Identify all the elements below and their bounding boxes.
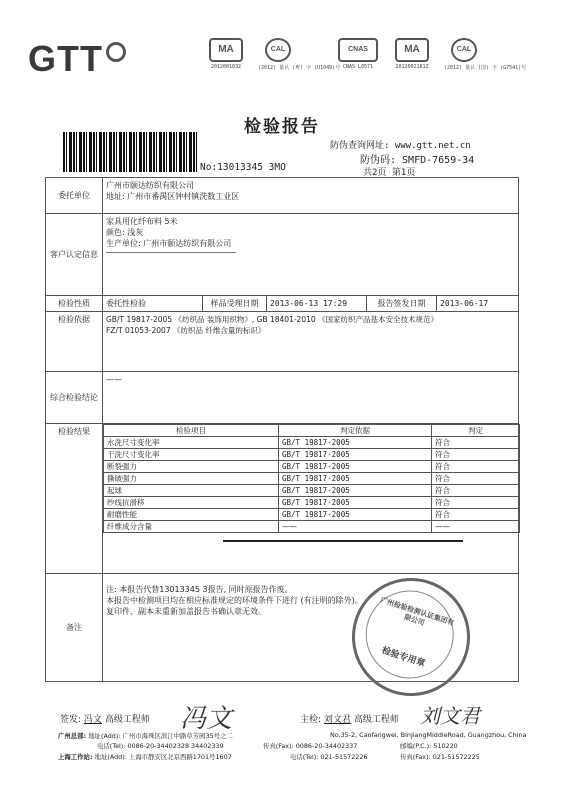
results-table bbox=[103, 424, 520, 533]
client-label: 委托单位 bbox=[46, 178, 103, 214]
checker: 主检: 刘文君 高级工程师 bbox=[300, 715, 399, 725]
conclusion-value: —— bbox=[103, 372, 519, 424]
gtt-logo: GTT bbox=[28, 38, 126, 80]
query-site: 防伪查询网址: www.gtt.net.cn bbox=[330, 141, 471, 151]
basis-label: 检验依据 bbox=[46, 312, 103, 372]
footer-sh-fax: 传真(Fax): 021-51572225 bbox=[400, 753, 480, 761]
results-header-item: 检验项目 bbox=[104, 425, 279, 437]
sample-line: 颜色: 浅灰 bbox=[106, 228, 144, 237]
footer-gz-post: 邮编(P.C.): 510220 bbox=[400, 742, 458, 750]
report-number: No:13013345 3MO bbox=[200, 162, 286, 173]
report-title: 检验报告 bbox=[244, 117, 320, 137]
inspection-seal: 广州检验检测认证集团有限公司 检验专用章 bbox=[337, 563, 486, 712]
signer: 签发: 冯文 高级工程师 bbox=[60, 715, 150, 725]
table-row: 撕破强力 GB/T 19817-2005 符合 bbox=[104, 473, 520, 485]
cma-cert-2: MA 2012002181Z bbox=[392, 38, 432, 74]
table-row: 纱线抗滑移 GB/T 19817-2005 符合 bbox=[104, 497, 520, 509]
received-date-label: 样品受理日期 bbox=[203, 296, 267, 312]
page-count: 共2页 第1页 bbox=[363, 168, 416, 178]
results-header-verdict: 判定 bbox=[432, 425, 520, 437]
inspection-type-label: 检验性质 bbox=[46, 296, 103, 312]
cnas-cert: CNAS CNAS L0571 bbox=[338, 38, 378, 74]
barcode bbox=[63, 132, 198, 172]
footer-gz-tel: 电话(Tel): 0086-20-34402328 34402339 bbox=[97, 742, 224, 750]
cal-cert-2: CAL (2012) 量认 (国) 字 (G7541)号 bbox=[444, 38, 484, 74]
basis-line: GB/T 19817-2005 《纺织品 装饰用织物》, GB 18401-2010 《国家纺织产品基本安全技术规范》 bbox=[106, 315, 439, 324]
signer-handwriting: 冯文 bbox=[180, 704, 233, 734]
client-address: 地址: 广州市番禺区钟村镇洗数工业区 bbox=[106, 192, 240, 201]
footer-gz-en: No.35-2, Caofangwei, BinjiangMiddleRoad, Guangzhou, China bbox=[330, 731, 527, 739]
client-info bbox=[103, 178, 519, 214]
conclusion-label: 综合检验结论 bbox=[46, 372, 103, 424]
footer-sh-tel: 电话(Tel): 021-51572226 bbox=[290, 753, 368, 761]
remark-line: 复印件、副本未重新加盖报告书确认章无效。 bbox=[106, 607, 266, 616]
basis-line: FZ/T 01053-2007 《纺织品 纤维含量的标识》 bbox=[106, 326, 266, 335]
results-label: 检验结果 bbox=[46, 424, 103, 574]
footer-gz-fax: 传真(Fax): 0086-20-34402337 bbox=[263, 742, 358, 750]
logo-ring-icon bbox=[106, 42, 126, 62]
sample-info bbox=[103, 214, 519, 296]
remarks-label: 备注 bbox=[46, 574, 103, 682]
remark-line: 注: 本报告代替13013345 3报告, 同时原报告作废。 bbox=[106, 585, 293, 594]
client-name: 广州市颐达纺织有限公司 bbox=[106, 181, 194, 190]
anti-fake-code: 防伪码: SMFD-7659-34 bbox=[360, 155, 475, 166]
remark-line: 本报告中检测项目均在相应标准规定的环境条件下进行 (有注明的除外)。 bbox=[106, 596, 363, 605]
cal-cert-1: CAL (2012) 量认 (粤) 字 (U1049)号 bbox=[258, 38, 298, 74]
received-date-value: 2013-06-13 17:29 bbox=[267, 296, 367, 312]
footer-sh: 上海工作站: 地址(Add): 上海市静安区北京西路1701号1607 bbox=[58, 753, 232, 761]
issued-date-label: 报告签发日期 bbox=[367, 296, 437, 312]
results-header-basis: 判定依据 bbox=[279, 425, 432, 437]
issued-date-value: 2013-06-17 bbox=[437, 296, 519, 312]
sample-label: 客户认定信息 bbox=[46, 214, 103, 296]
table-row: 起球 GB/T 19817-2005 符合 bbox=[104, 485, 520, 497]
cma-cert-1: MA 2012001032 bbox=[206, 38, 246, 74]
sample-line: 家具用化纤布料 5米 bbox=[106, 217, 178, 226]
results-cell bbox=[103, 424, 519, 574]
basis-info bbox=[103, 312, 519, 372]
table-row: 断裂强力 GB/T 19817-2005 符合 bbox=[104, 461, 520, 473]
table-row: 纤维成分含量 —— —— bbox=[104, 521, 520, 533]
table-row: 耐磨性能 GB/T 19817-2005 符合 bbox=[104, 509, 520, 521]
footer-gz: 广州总部: 地址(Add): 广州市海珠区滨江中路草芳园35号之二 bbox=[58, 732, 233, 740]
sample-line: 生产单位: 广州市颐达纺织有限公司 bbox=[106, 239, 232, 248]
table-row: 干洗尺寸变化率 GB/T 19817-2005 符合 bbox=[104, 449, 520, 461]
table-row: 水洗尺寸变化率 GB/T 19817-2005 符合 bbox=[104, 437, 520, 449]
checker-handwriting: 刘文君 bbox=[420, 704, 480, 728]
inspection-type-value: 委托性检验 bbox=[103, 296, 203, 312]
